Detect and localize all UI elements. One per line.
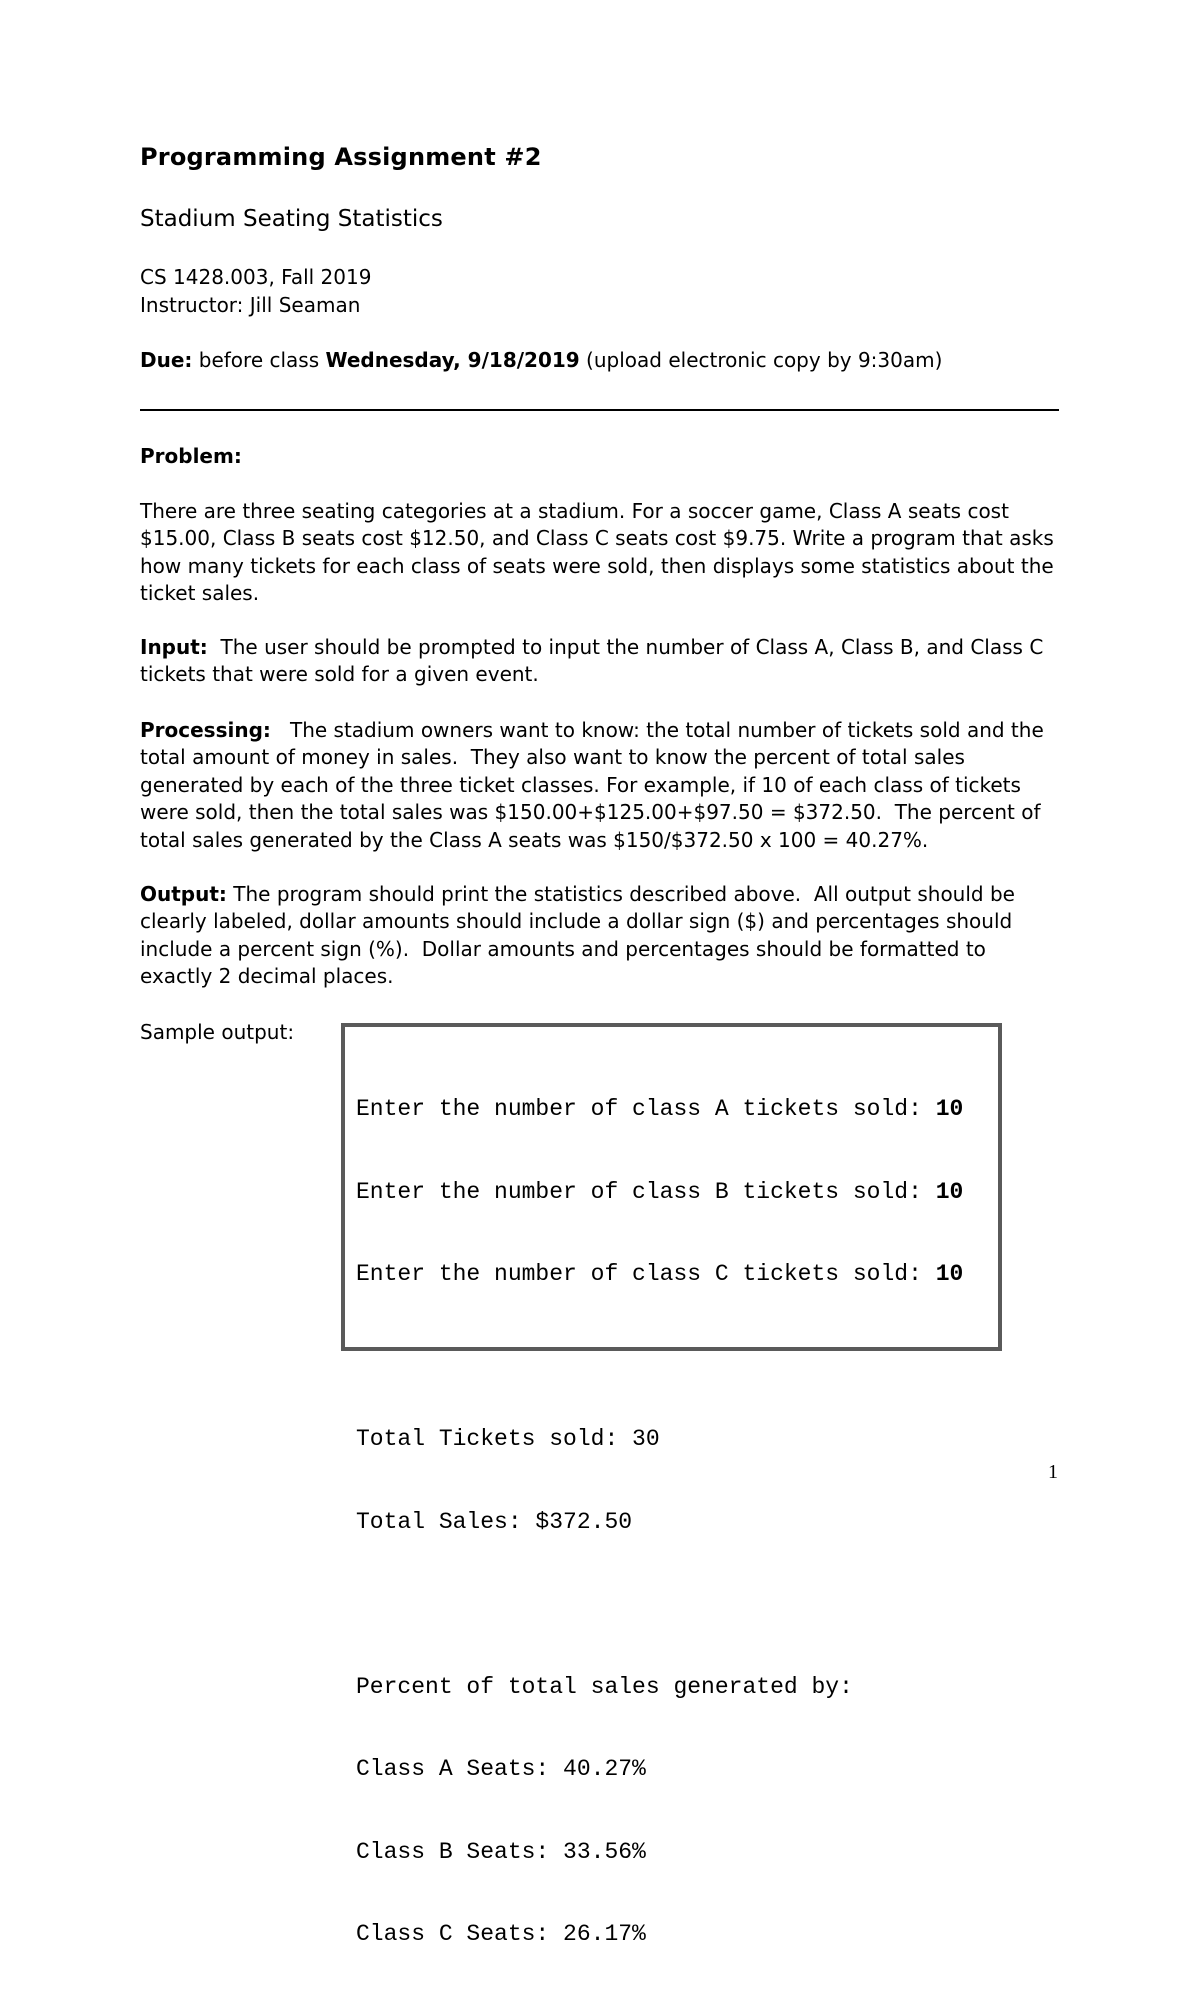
console-total-sales: Total Sales: $372.50 xyxy=(356,1508,633,1535)
due-prefix: before class xyxy=(192,348,326,372)
processing-section xyxy=(140,717,1060,854)
console-percent-header: Percent of total sales generated by: xyxy=(356,1673,853,1700)
console-text xyxy=(356,1041,963,2004)
page-number: 1 xyxy=(1048,1461,1058,1483)
sample-output-label: Sample output: xyxy=(140,1020,295,1044)
console-total-tickets: Total Tickets sold: 30 xyxy=(356,1426,660,1452)
console-blank-line xyxy=(356,1591,963,1619)
prompt-a: Enter the number of class A tickets sold: xyxy=(356,1096,936,1122)
processing-text: The stadium owners want to know: the total number of tickets sold and the total amount of money in sales. They also want to know the percent of total sales generated by each of the three ticket classes. For example, if 10 of each class of tickets were sold, then the total sales was $150.00+$125.00+$97.50 = $372.50. The percent of total sales generated by the Class A seats was $150/$372.50 x 100 = 40.27%. xyxy=(140,718,1051,852)
output-label: Output: xyxy=(140,882,227,906)
assignment-subtitle: Stadium Seating Statistics xyxy=(140,206,443,232)
console-class-c: Class C Seats: 26.17% xyxy=(356,1921,646,1947)
console-class-a: Class A Seats: 40.27% xyxy=(356,1756,646,1782)
console-line-prompt-a xyxy=(356,1096,963,1124)
due-label: Due: xyxy=(140,348,193,372)
output-text: The program should print the statistics described above. All output should be clearly labeled, dollar amounts should include a dollar sign ($) and percentages should include a percent sign (%). Dollar amounts and percentages should be formatted to exactly 2 decimal places. xyxy=(140,882,1022,989)
problem-heading: Problem: xyxy=(140,444,242,468)
page-title: Programming Assignment #2 xyxy=(140,143,542,171)
due-note: (upload electronic copy by 9:30am) xyxy=(579,348,943,372)
due-line xyxy=(140,348,942,372)
output-section xyxy=(140,881,1060,991)
instructor-info: Instructor: Jill Seaman xyxy=(140,293,361,317)
input-c: 10 xyxy=(935,1261,964,1287)
input-label: Input: xyxy=(140,635,208,659)
input-a: 10 xyxy=(935,1096,964,1122)
console-line-prompt-c xyxy=(356,1261,963,1289)
course-info: CS 1428.003, Fall 2019 xyxy=(140,265,372,289)
console-blank-line xyxy=(356,1344,963,1372)
sample-output-box xyxy=(341,1023,1002,1947)
input-text: The user should be prompted to input the number of Class A, Class B, and Class C tickets that were sold for a given event. xyxy=(140,635,1050,687)
due-date: Wednesday, 9/18/2019 xyxy=(325,348,580,372)
console-line-prompt-b xyxy=(356,1179,963,1207)
problem-description: There are three seating categories at a stadium. For a soccer game, Class A seats cost $15.00, Class B seats cost $12.50, and Class C seats cost $9.75. Write a program that asks how many tickets for each class of seats were sold, then displays some statistics about the ticket sales. xyxy=(140,499,1054,606)
processing-label: Processing: xyxy=(140,718,271,742)
console-class-b: Class B Seats: 33.56% xyxy=(356,1838,646,1865)
input-section xyxy=(140,634,1060,689)
horizontal-divider xyxy=(140,409,1059,411)
prompt-b: Enter the number of class B tickets sold: xyxy=(356,1178,936,1205)
prompt-c: Enter the number of class C tickets sold: xyxy=(356,1261,936,1287)
input-b: 10 xyxy=(935,1178,964,1205)
